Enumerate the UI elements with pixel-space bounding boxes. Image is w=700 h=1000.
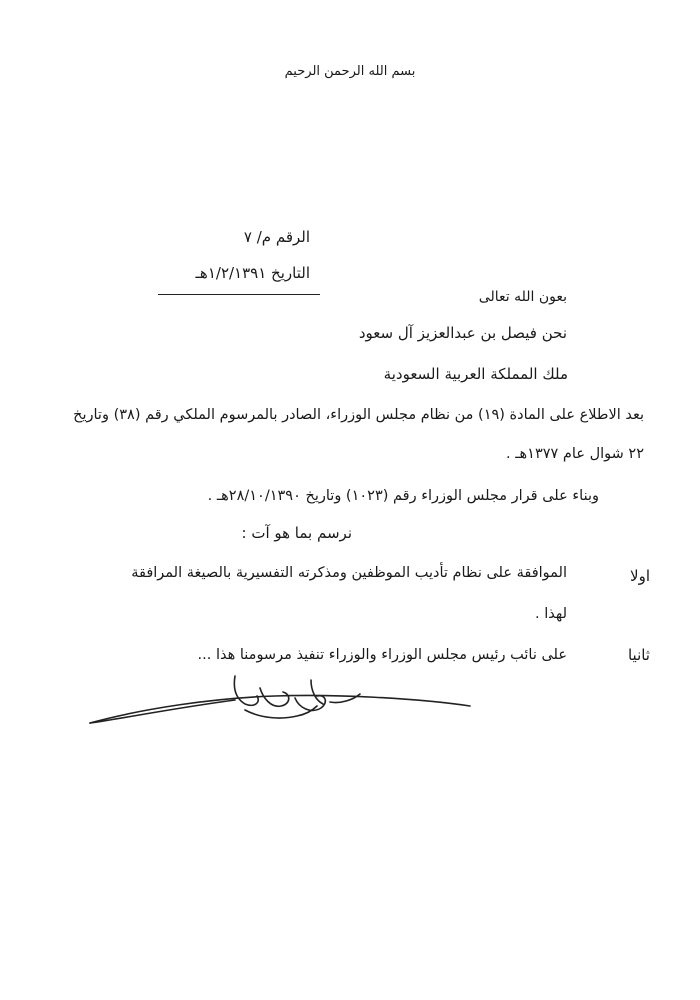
clause-second-label: ثانيا: [627, 646, 650, 664]
clause-first-label: اولا: [630, 567, 650, 585]
reference-number: الرقم م/ ٧: [243, 228, 310, 246]
preamble-paragraph-1-continued: ٢٢ شوال عام ١٣٧٧هـ .: [506, 446, 644, 462]
clause-second-text: على نائب رئيس مجلس الوزراء والوزراء تنفيذ مرسومنا هذا ...: [197, 647, 567, 663]
reference-date: التاريخ ١/٢/١٣٩١هـ: [195, 264, 310, 282]
clause-first-text: الموافقة على نظام تأديب الموظفين ومذكرته التفسيرية بالصيغة المرافقة: [131, 565, 567, 581]
clause-first-text-continued: لهذا .: [535, 606, 567, 622]
decree-intro: نرسم بما هو آت :: [241, 524, 352, 542]
basmala-heading: بسم الله الرحمن الرحيم: [284, 64, 416, 79]
preamble-paragraph-1: بعد الاطلاع على المادة (١٩) من نظام مجلس الوزراء، الصادر بالمرسوم الملكي رقم (٣٨) وتاريخ: [73, 407, 644, 423]
king-title-line: ملك المملكة العربية السعودية: [383, 365, 568, 383]
preamble-paragraph-2: وبناء على قرار مجلس الوزراء رقم (١٠٢٣) وتاريخ ٢٨/١٠/١٣٩٠هـ .: [207, 488, 599, 504]
date-underline: [158, 294, 320, 295]
invocation-line: بعون الله تعالى: [478, 289, 567, 305]
issuer-line: نحن فيصل بن عبدالعزيز آل سعود: [358, 324, 567, 342]
handwritten-signature: [85, 668, 475, 748]
